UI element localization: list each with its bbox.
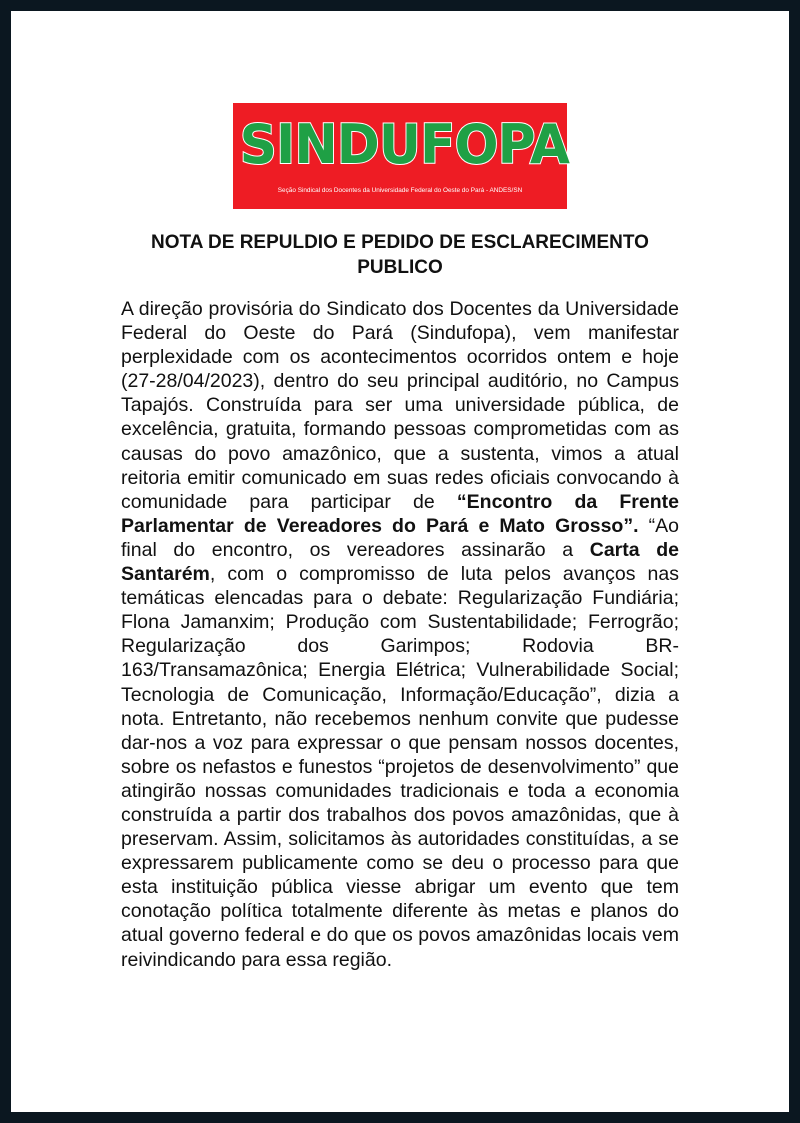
- body-text-part-1: A direção provisória do Sindicato dos Docentes da Universidade Federal do Oeste do Pará (Sindufopa), vem manifestar perplexidade com os acontecimentos ocorridos ontem e hoje (27-28/04/2023), dentro do seu principal auditório, no Campus Tapajós. Construída para ser uma universidade pública, de excelência, gratuita, formando pessoas comprometidas com as causas do povo amazônico, que a sustenta, vimos a atual reitoria emitir comunicado em suas redes oficiais convocando à comunidade para participar de: [121, 298, 679, 513]
- sindufopa-logo: [233, 103, 570, 209]
- note-title: NOTA DE REPULDIO E PEDIDO DE ESCLARECIMENTO PUBLICO: [151, 232, 649, 278]
- note-body: [121, 297, 679, 972]
- document-page: [11, 11, 789, 1112]
- body-text-part-2: “Ao final do encontro, os vereadores assinarão a: [121, 514, 680, 561]
- event-name: “Encontro da Frente Parlamentar de Vereadores do Pará e Mato Grosso”.: [121, 490, 679, 537]
- carta-name: Carta de Santarém: [121, 538, 679, 586]
- logo-subtitle: Seção Sindical dos Docentes da Universidade Federal do Oeste do Pará - ANDES/SN: [277, 187, 523, 194]
- logo-wordmark: SINDUFOPA: [239, 113, 570, 176]
- body-text-part-3: , com o compromisso de luta pelos avanços nas temáticas elencadas para o debate: Regularização Fundiária; Flona Jamanxim; Produção com Sustentabilidade; Ferrogrão; Regularização dos Garimpos; Rodovia BR-163/Transamazônica; Energia Elétrica; Vulnerabilidade Social; Tecnologia de Comunicação, Informação/Educação”, dizia a nota. Entretanto, não recebemos nenhum convite que pudesse dar-nos a voz para expressar o que pensam nossos docentes, sobre os nefastos e funestos “projetos de desenvolvimento” que atingirão nossas comunidades tradicionais e toda a economia construída a partir dos trabalhos dos povos amazônidas, que à preservam. Assim, solicitamos às autoridades constituídas, a se expressarem publicamente como se deu o processo para que esta instituição pública viesse abrigar um evento que tem conotação política totalmente diferente às metas e planos do atual governo federal e do que os povos amazônidas locais vem reivindicando para essa região.: [121, 563, 679, 971]
